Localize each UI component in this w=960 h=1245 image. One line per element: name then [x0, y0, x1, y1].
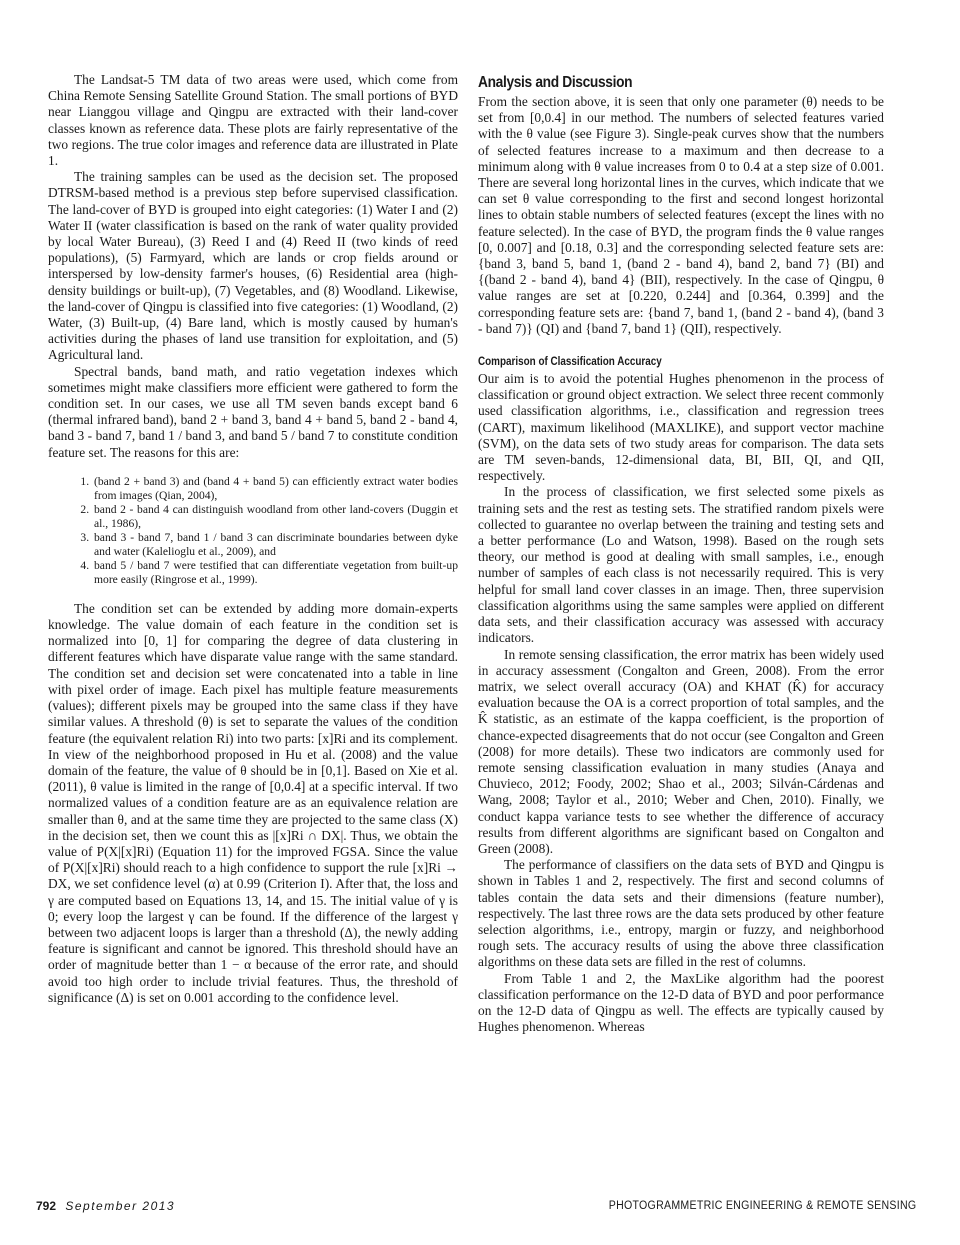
list-item: 1. (band 2 + band 3) and (band 4 + band 5) can efficiently extract water bodies from images (Qian, 2004), — [92, 475, 458, 503]
reasons-list — [48, 475, 458, 587]
paragraph-parameter: From the section above, it is seen that only one parameter (θ) needs to be set from [0,0.4] in our method. The numbers of selected features varied with the θ value (see Figure 3). Single-peak curves show that the numbers of selected features increase to a maximum and then decrease to a minimum along with θ value increases from 0 to 0.4 at a step size of 0.001. There are several long horizontal lines in the curves, which indicate that we can set θ value corresponding to the first and second longest horizontal lines to obtain stable numbers of selected features (except the lines with no feature selected). In the case of BYD, the program finds the θ value ranges [0, 0.007] and [0.18, 0.3] and the corresponding selected feature sets are: {band 3, band 5, band 1, (band 2 - band 4), band 2, band 7} (BI) and {(band 2 - band 4), band 4} (BII), respectively. In the case of Qingpu, θ value ranges are set at [0.220, 0.244] and [0.364, 0.399] and the corresponding feature sets are: {band 7, band 1, (band 2 - band 4), (band 3 - band 7)} (QI) and {band 7, band 1} (QII), respectively. — [478, 94, 884, 336]
list-item: 3. band 3 - band 7, band 1 / band 3 can discriminate boundaries between dyke and water (Kalelioglu et al., 2009), and — [92, 531, 458, 559]
paragraph-condition-set: Spectral bands, band math, and ratio vegetation indexes which sometimes might make classifiers more efficient were gathered to form the condition set. In our cases, we use all TM seven bands except band 6 (thermal infrared band), band 2 + band 3, band 4 + band 5, band 2 - band 4, band 3 - band 7, band 1 / band 3, and band 5 / band 7 to constitute condition feature set. The reasons for this are: — [48, 363, 458, 460]
paragraph-aim: Our aim is to avoid the potential Hughes phenomenon in the process of classification or ground object extraction. We select three recent commonly used classification algorithms, i.e., classification and regression trees (CART), maximum likelihood (MAXLIKE), and support vector machine (SVM), on the data sets of two study areas for comparison. The data sets are TM seven-bands, 12-dimensional data, BI, BII, QI, and QII, respectively. — [478, 371, 884, 484]
list-item: 4. band 5 / band 7 were testified that can differentiate vegetation from built-up more easily (Ringrose et al., 1999). — [92, 559, 458, 587]
page-footer-left — [36, 1199, 175, 1213]
page-number: 792 — [36, 1199, 57, 1213]
right-column — [478, 72, 884, 1035]
journal-name: PHOTOGRAMMETRIC ENGINEERING & REMOTE SENSING — [608, 1200, 916, 1212]
paragraph-training-sets: In the process of classification, we first selected some pixels as training sets and the rest as testing sets. The stratified random pixels were collected to guarantee no overlap between the training and testing sets and a better performance (Lo and Watson, 1998). Based on the rough sets theory, our method is good at dealing with small samples, i.e., enough number of samples of each class is not necessarily required. This is very helpful for small land cover classes in an image. Then, three supervision classification algorithms using the same samples were applied on different data sets, and their classification accuracy was assessed with accuracy indicators. — [478, 484, 884, 646]
paragraph-study-data: The Landsat-5 TM data of two areas were used, which come from China Remote Sensing Satellite Ground Station. The small portions of BYD near Lianggou village and Qingpu are extracted with their land-cover classes known as reference data. These plots are fairly representative of the two regions. The true color images and reference data are illustrated in Plate 1. — [48, 72, 458, 169]
paragraph-threshold-method: The condition set can be extended by adding more domain-experts knowledge. The value domain of each feature in the condition set is normalized into [0, 1] for comparing the degree of data clustering in different features which have disparate value range with the same standard. The condition set and decision set were concatenated into a table in line with pixel order of image. Each pixel has multiple feature measurements (values); different pixels may be grouped into the same class if they have similar values. A threshold (θ) is set to separate the values of the condition feature (the equivalent relation Ri) into two parts: [x]Ri and its complement. In view of the neighborhood proposed in Hu et al. (2008) and the value domain of the feature, the value of θ should be in [0,1]. Based on Xie et al. (2011), θ value is limited in the range of [0,0.4] at a specific interval. If two normalized values of a condition feature are as an equivalence relation are smaller than θ, and at the same time they are projected to the same class (X) in the decision set, then we count this as |[x]Ri ∩ DX|. Thus, we obtain the value of P(X|[x]Ri) (Equation 11) for the improved FGSA. Since the value of P(X|[x]Ri) should reach to a high confidence to support the rule [x]Ri → DX, we set confidence level (α) at 0.99 (Criterion I). After that, the loss and γ are computed based on Equations 13, 14, and 15. The initial value of γ is 0; every loop the largest γ can be found. If the difference of the largest γ between two adjacent loops is larger than a threshold (Δ), the newly adding feature is significant and cannot be ignored. This threshold should have an order of magnitude better than 1 − α because of the error rate, and should avoid too high order to include trivial features. Thus, the threshold of significance (Δ) is set on 0.001 according to the confidence level. — [48, 600, 458, 1005]
paragraph-maxlike: From Table 1 and 2, the MaxLike algorithm had the poorest classification performance on the 12-D data of BYD and poor performance on the 12-D data of Qingpu as well. The effects are typically caused by Hughes phenomenon. Whereas — [478, 970, 884, 1035]
list-item: 2. band 2 - band 4 can distinguish woodland from other land-covers (Duggin et al., 1986), — [92, 503, 458, 531]
paragraph-performance: The performance of classifiers on the data sets of BYD and Qingpu is shown in Tables 1 and 2, respectively. The first and second columns of tables contain the data sets and their dimensions (feature number), respectively. The last three rows are the data sets produced by other feature selection algorithms, i.e., entropy, margin or fuzzy, and neighborhood rough sets. The accuracy results of using the above three classification algorithms on these data sets are filled in the rest of columns. — [478, 857, 884, 970]
subsection-heading: Comparison of Classification Accuracy — [478, 356, 662, 369]
paragraph-error-matrix: In remote sensing classification, the error matrix has been widely used in accuracy assessment (Congalton and Green, 2008). From the error matrix, we select overall accuracy (OA) and KHAT (K̂) for accuracy evaluation because the OA is a correct proportion of total samples, and the K̂ statistic, as an estimate of the kappa coefficient, is the proportion of chance-expected disagreements that do not occur (see Congalton and Green (2008) for more details). These two indicators are commonly used for remote sensing classification evaluation in many studies (Anaya and Chuvieco, 2012; Foody, 2002; Shao et al., 2003; Silván-Cárdenas and Wang, 2008; Taylor et al., 2010; Weber and Chen, 2010). Finally, we conduct kappa variance tests to see whether the difference of accuracy results from different algorithms are significant based on Congalton and Green (2008). — [478, 646, 884, 856]
section-heading: Analysis and Discussion — [478, 74, 633, 91]
issue-date: September 2013 — [65, 1199, 176, 1213]
left-column — [48, 72, 458, 1006]
paragraph-decision-set: The training samples can be used as the decision set. The proposed DTRSM-based method is a previous step before supervised classification. The land-cover of BYD is grouped into eight categories: (1) Water I and (2) Water II (water classification is based on the rank of water quality provided by local Water Bureau), (3) Reed I and (4) Reed II (two kinds of reed populations), (5) Farmyard, which are lands or crop fields around or interspersed by low-density farmer's houses, (6) Residential area (high-density buildings or built-up), (7) Vegetables, and (8) Woodland. Likewise, the land-cover of Qingpu is classified into five categories: (1) Woodland, (2) Water, (3) Built-up, (4) Bare land, which is mostly caused by human's activities during the phases of land use transition for exploitation, and (5) Agricultural land. — [48, 169, 458, 363]
